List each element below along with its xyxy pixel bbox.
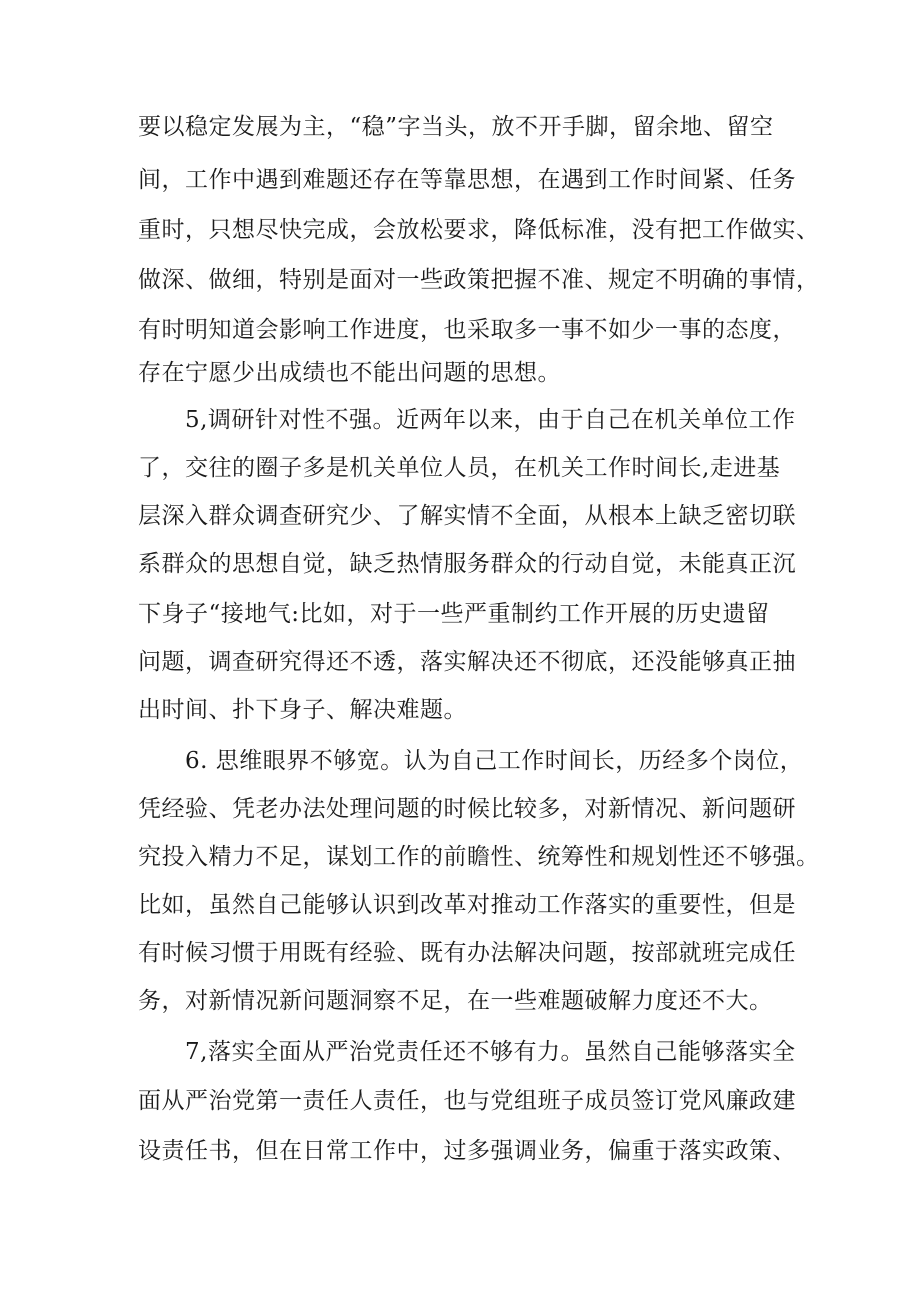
text-line-content: 做深、做细，特别是面对一些政策把握不准、规定不明确的事情， [138, 267, 820, 293]
text-line-content: 出时间、扑下身子、解决难题。 [138, 697, 467, 723]
text-line-content: 有时明知道会影响工作进度，也采取多一事不如少一事的态度， [138, 317, 796, 343]
text-line-content: 重时，只想尽快完成，会放松要求，降低标准，没有把工作做实、 [138, 217, 820, 243]
text-line-content: 设责任书，但在日常工作中，过多强调业务，偏重于落实政策、 [138, 1138, 796, 1164]
text-line-content: 比如，虽然自己能够认识到改革对推动工作落实的重要性，但是 [138, 892, 796, 918]
text-line [0, 737, 920, 785]
text-line [0, 206, 920, 254]
text-line-content: 凭经验、凭老办法处理问题的时候比较多，对新情况、新问题研 [138, 796, 796, 822]
text-line [0, 256, 920, 304]
text-line [0, 833, 920, 881]
text-line [0, 977, 920, 1025]
text-line-content: 面从严治党第一责任人责任，也与党组班子成员签订党风廉政建 [138, 1088, 796, 1114]
text-line-content: 要以稳定发展为主，“稳”字当头，放不开手脚，留余地、留空 [138, 114, 774, 140]
text-line [0, 1127, 920, 1175]
text-line [0, 590, 920, 638]
paragraph-start: 5,调研针对性不强。近两年以来，由于自己在机关单位工作 [185, 407, 796, 433]
text-line [0, 349, 920, 397]
text-line [0, 1077, 920, 1125]
text-line-content: 间，工作中遇到难题还存在等靠思想，在遇到工作时间紧、任务 [138, 167, 796, 193]
text-line-content: 存在宁愿少出成绩也不能出问题的思想。 [138, 360, 561, 386]
text-line-content: 下身子“接地气:比如，对于一些严重制约工作开展的历史遗留 [138, 601, 770, 627]
text-line [0, 103, 920, 151]
text-line-content: 了，交往的圈子多是机关单位人员，在机关工作时间长,走进基 [138, 455, 781, 481]
text-line [0, 1028, 920, 1076]
text-line-content: 问题，调查研究得还不透，落实解决还不彻底，还没能够真正抽 [138, 649, 796, 675]
text-line [0, 156, 920, 204]
text-line [0, 929, 920, 977]
text-line-content: 务，对新情况新问题洞察不足，在一些难题破解力度还不大。 [138, 988, 773, 1014]
text-line [0, 444, 920, 492]
paragraph-start: 7,落实全面从严治党责任还不够有力。虽然自己能够落实全 [185, 1039, 796, 1065]
text-line [0, 638, 920, 686]
text-line [0, 306, 920, 354]
text-line [0, 540, 920, 588]
text-line-content: 究投入精力不足，谋划工作的前瞻性、统筹性和规划性还不够强。 [138, 844, 820, 870]
paragraph-start: 6. 思维眼界不够宽。认为自己工作时间长，历经多个岗位， [185, 748, 804, 774]
text-line-content: 系群众的思想自觉，缺乏热情服务群众的行动自觉，未能真正沉 [138, 551, 796, 577]
text-line [0, 785, 920, 833]
text-line [0, 492, 920, 540]
text-line [0, 396, 920, 444]
text-line-content: 层深入群众调查研究少、了解实情不全面，从根本上缺乏密切联 [138, 503, 796, 529]
text-line-content: 有时候习惯于用既有经验、既有办法解决问题，按部就班完成任 [138, 940, 796, 966]
text-line [0, 881, 920, 929]
text-line [0, 686, 920, 734]
